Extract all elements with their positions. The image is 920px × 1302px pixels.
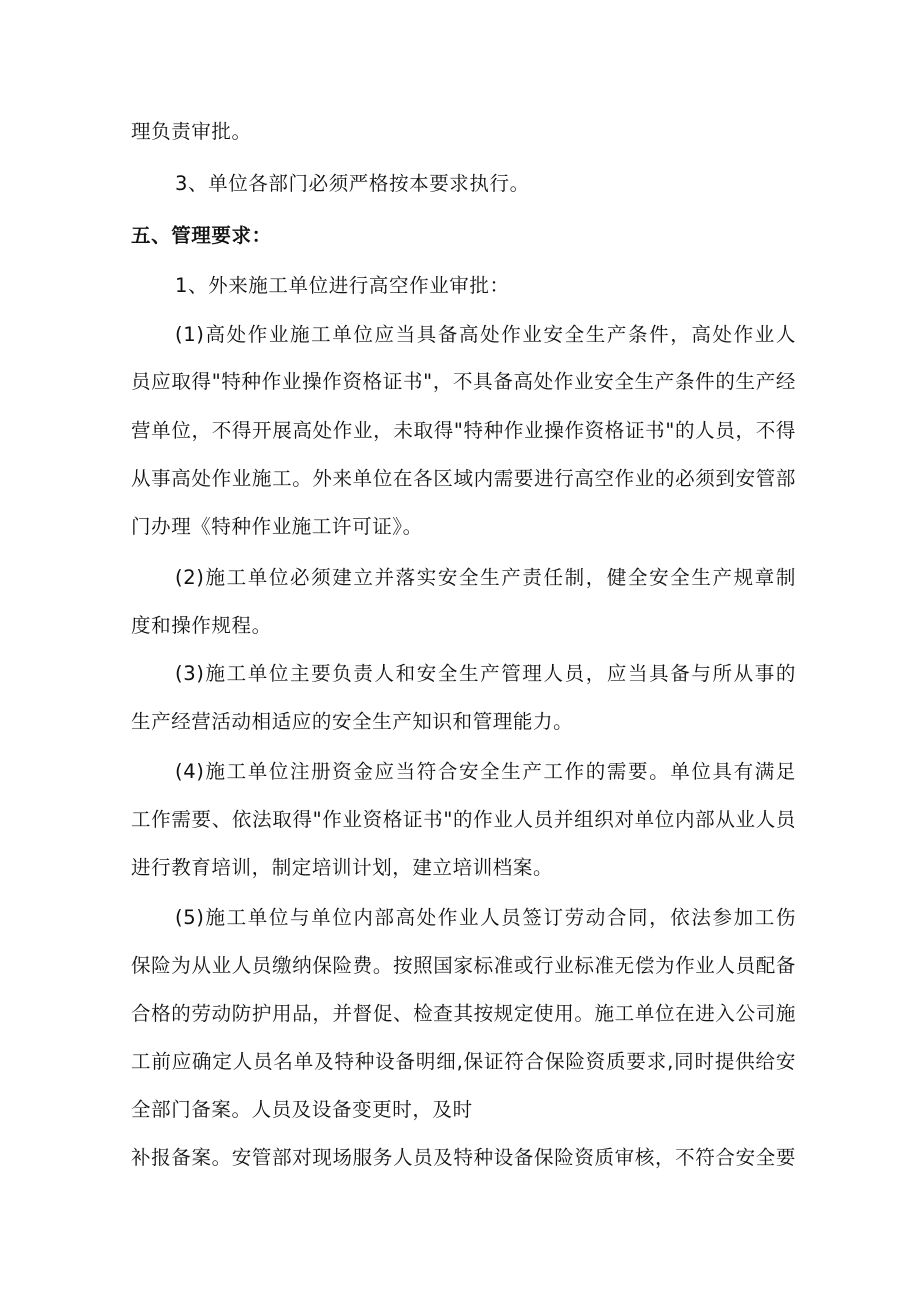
text-line: 从事高处作业施工。外来单位在各区域内需要进行高空作业的必须到安管部 (131, 467, 796, 490)
text-line: 度和操作规程。 (131, 614, 272, 637)
section-heading: 五、管理要求： (131, 224, 272, 247)
text-line: 生产经营活动相适应的安全生产知识和管理能力。 (131, 710, 574, 733)
text-line: (4)施工单位注册资金应当符合安全生产工作的需要。单位具有满足 (175, 760, 796, 783)
text-line: 理负责审批。 (131, 120, 252, 143)
text-line: 3、单位各部门必须严格按本要求执行。 (175, 172, 530, 195)
text-line: (2)施工单位必须建立并落实安全生产责任制，健全安全生产规章制 (175, 566, 796, 589)
text-line: (1)高处作业施工单位应当具备高处作业安全生产条件，高处作业人 (175, 323, 796, 346)
text-line: 工作需要、依法取得"作业资格证书"的作业人员并组织对单位内部从业人员 (131, 808, 796, 831)
text-line: 门办理《特种作业施工许可证》。 (131, 515, 423, 538)
text-line: 1、外来施工单位进行高空作业审批： (175, 274, 510, 297)
text-line: 员应取得"特种作业操作资格证书"，不具备高处作业安全生产条件的生产经 (131, 370, 796, 393)
text-line: 营单位，不得开展高处作业，未取得"特种作业操作资格证书"的人员，不得 (131, 419, 796, 442)
text-line: 补报备案。安管部对现场服务人员及特种设备保险资质审核，不符合安全要 (131, 1146, 796, 1169)
text-line: (3)施工单位主要负责人和安全生产管理人员，应当具备与所从事的 (175, 662, 796, 685)
text-line: 全部门备案。人员及设备变更时，及时 (131, 1098, 473, 1121)
text-line: 工前应确定人员名单及特种设备明细,保证符合保险资质要求,同时提供给安 (131, 1050, 796, 1073)
text-line: (5)施工单位与单位内部高处作业人员签订劳动合同，依法参加工伤 (175, 906, 796, 929)
text-line: 进行教育培训，制定培训计划，建立培训档案。 (131, 856, 554, 879)
text-line: 保险为从业人员缴纳保险费。按照国家标准或行业标准无偿为作业人员配备 (131, 954, 796, 977)
text-line: 合格的劳动防护用品，并督促、检查其按规定使用。施工单位在进入公司施 (131, 1002, 796, 1025)
